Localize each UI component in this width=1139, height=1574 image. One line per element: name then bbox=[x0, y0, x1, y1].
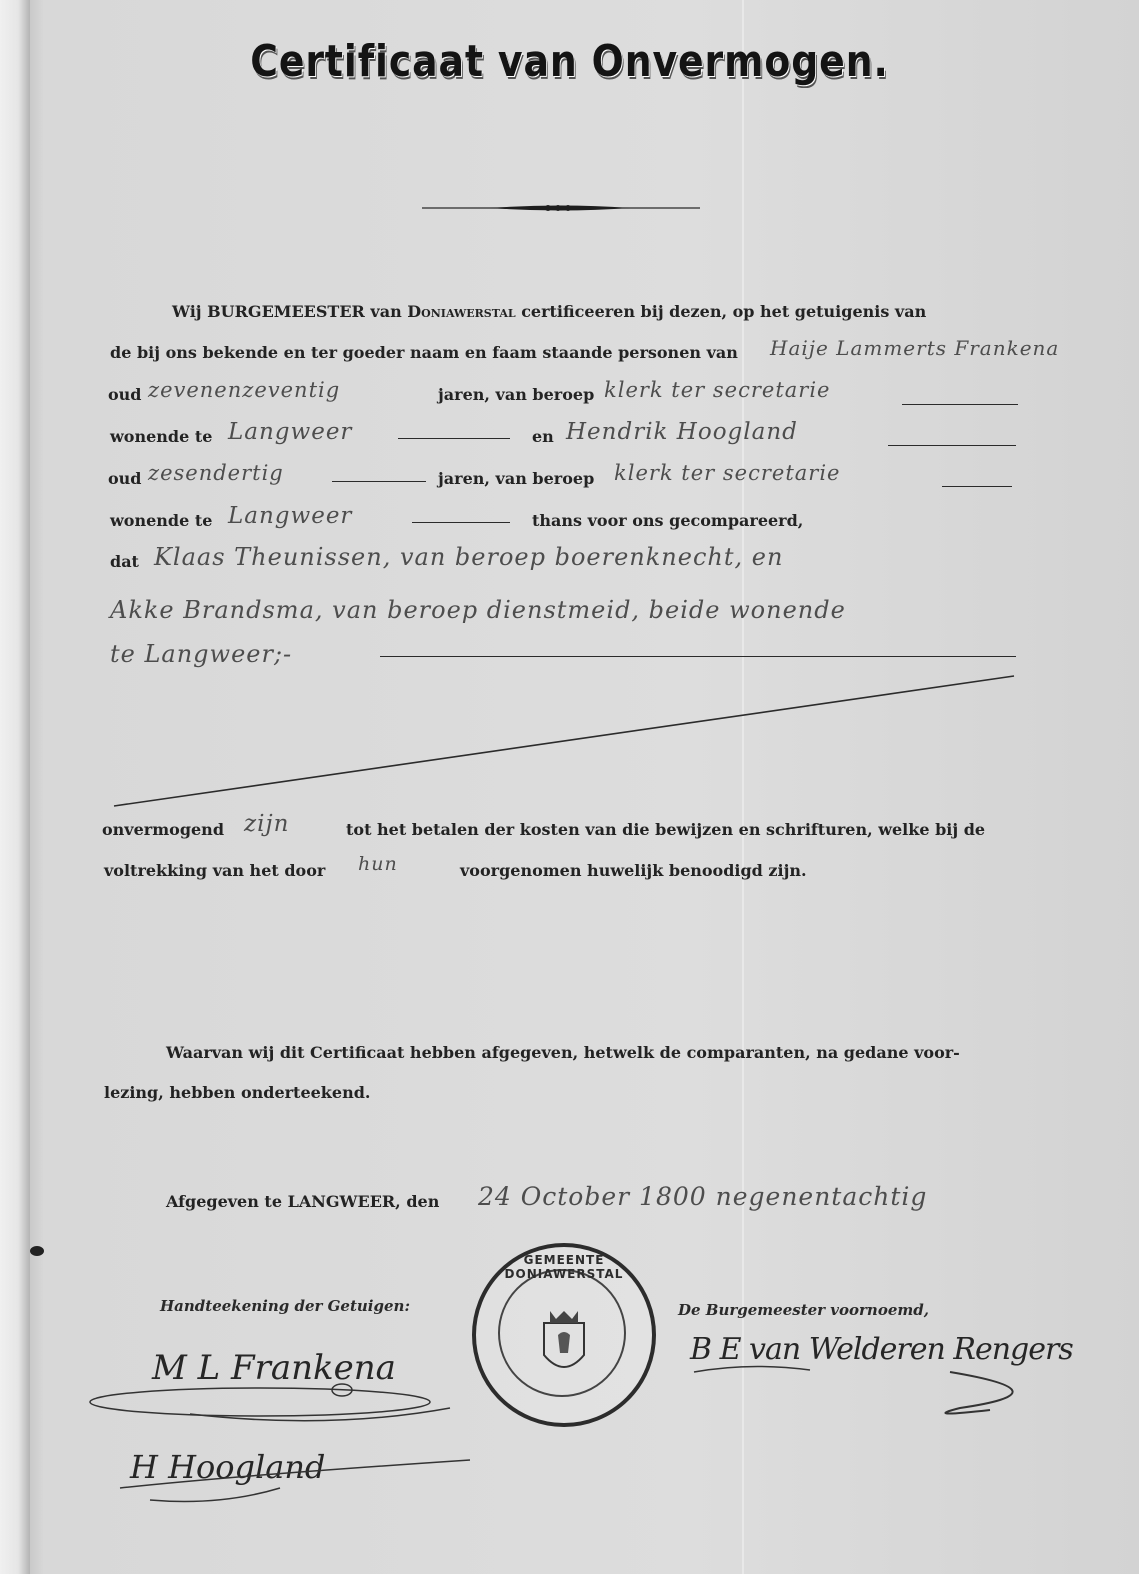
witness2-occupation: klerk ter secretarie bbox=[614, 461, 841, 485]
page-edge bbox=[0, 0, 30, 1574]
blank-line bbox=[398, 438, 510, 439]
blank-line bbox=[902, 404, 1018, 405]
closing-line-1: Waarvan wij dit Certificaat hebben afgegeven, hetwelk de comparanten, na gedane voor- bbox=[166, 1043, 960, 1062]
signature-flourish bbox=[80, 1378, 480, 1438]
intro-line-2: de bij ons bekende en ter goeder naam en faam staande personen van bbox=[110, 343, 738, 362]
witness2-signature: H Hoogland bbox=[130, 1448, 326, 1486]
label-wonende-2: wonende te bbox=[110, 511, 213, 530]
label-en: en bbox=[532, 427, 554, 446]
witnesses-label: Handteekening der Getuigen: bbox=[160, 1297, 410, 1315]
blank-line bbox=[412, 522, 510, 523]
text-thans: thans voor ons gecompareerd, bbox=[532, 511, 804, 530]
filled-hun: hun bbox=[358, 853, 398, 875]
intro-line-1 bbox=[172, 302, 926, 321]
ink-blot bbox=[30, 1246, 44, 1256]
witness1-age: zevenenzeventig bbox=[148, 378, 341, 402]
label-jaren-1: jaren, van beroep bbox=[438, 385, 595, 404]
signature-flourish bbox=[690, 1362, 1090, 1432]
ornament-divider bbox=[420, 200, 702, 216]
coat-of-arms-icon bbox=[536, 1309, 592, 1381]
witness2-name: Hendrik Hoogland bbox=[566, 419, 798, 445]
seal-text: GEMEENTE DONIAWERSTAL bbox=[504, 1253, 624, 1281]
witness1-signature: M L Frankena bbox=[152, 1348, 396, 1388]
issued-text: Afgegeven te LANGWEER, den bbox=[166, 1192, 440, 1211]
label-wonende-1: wonende te bbox=[110, 427, 213, 446]
text-wij: Wij bbox=[172, 302, 202, 321]
label-oud-1: oud bbox=[108, 385, 142, 404]
blank-line bbox=[332, 481, 426, 482]
witness1-occupation: klerk ter secretarie bbox=[604, 378, 831, 402]
text-voltrekking: voltrekking van het door bbox=[104, 861, 326, 880]
text-van: van bbox=[370, 302, 402, 321]
mayor-signature: B E van Welderen Rengers bbox=[690, 1332, 1073, 1367]
parties-line-2: Akke Brandsma, van beroep dienstmeid, beide wonende bbox=[110, 596, 846, 624]
blank-line bbox=[888, 445, 1016, 446]
text-certificeeren: certificeeren bij dezen, op het getuigenis van bbox=[521, 302, 927, 321]
mayor-label: De Burgemeester voornoemd, bbox=[678, 1301, 929, 1319]
blank-line bbox=[942, 486, 1012, 487]
text-onvermogend: onvermogend bbox=[102, 820, 224, 839]
issue-date: 24 October 1800 negenentachtig bbox=[478, 1182, 928, 1211]
parties-line-1: Klaas Theunissen, van beroep boerenknecht, en bbox=[154, 543, 784, 571]
closing-line-2: lezing, hebben onderteekend. bbox=[104, 1083, 371, 1102]
municipal-seal bbox=[472, 1243, 656, 1427]
witness2-residence: Langweer bbox=[228, 503, 353, 529]
strike-line bbox=[110, 670, 1020, 815]
label-jaren-2: jaren, van beroep bbox=[438, 469, 595, 488]
signature-flourish bbox=[110, 1458, 490, 1508]
label-dat: dat bbox=[110, 552, 139, 571]
witness1-residence: Langweer bbox=[228, 419, 353, 445]
witness2-age: zesendertig bbox=[148, 461, 284, 485]
text-kosten: tot het betalen der kosten van die bewijzen en schrifturen, welke bij de bbox=[346, 820, 986, 839]
parties-line-3: te Langweer;- bbox=[110, 640, 293, 668]
document-title: Certificaat van Onvermogen. bbox=[250, 36, 889, 87]
blank-line bbox=[380, 656, 1016, 657]
label-oud-2: oud bbox=[108, 469, 142, 488]
text-huwelijk: voorgenomen huwelijk benoodigd zijn. bbox=[460, 861, 807, 880]
text-burgemeester: BURGEMEESTER bbox=[207, 302, 365, 321]
text-gemeente: Doniawerstal bbox=[407, 302, 516, 321]
filled-zijn: zijn bbox=[244, 811, 290, 837]
witness1-name: Haije Lammerts Frankena bbox=[770, 336, 1060, 360]
